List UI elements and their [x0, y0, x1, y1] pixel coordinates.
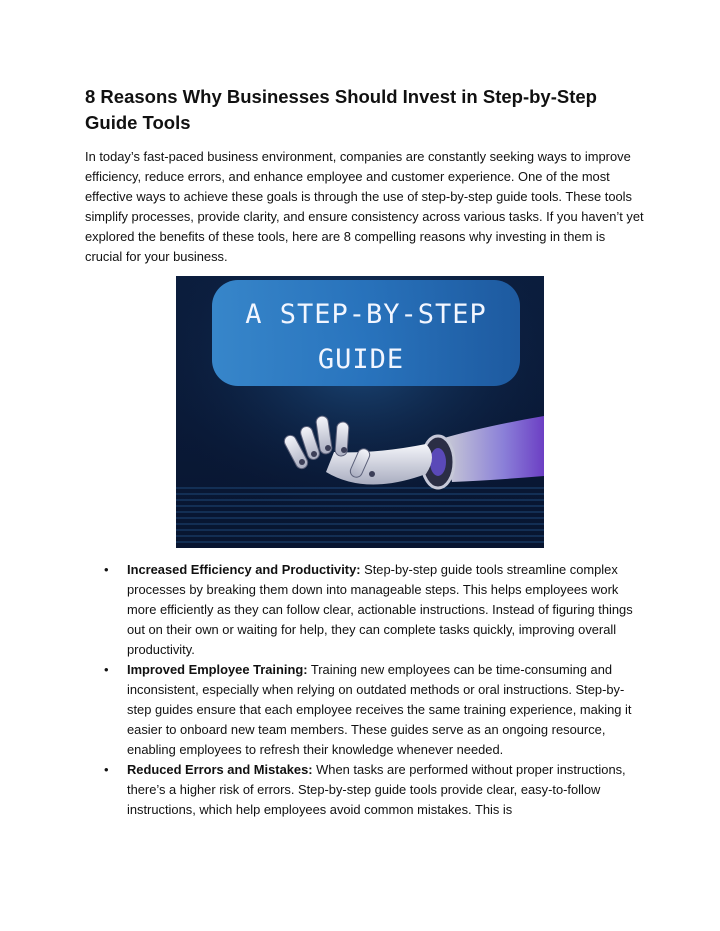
reason-heading: Increased Efficiency and Productivity: — [127, 562, 361, 577]
reason-heading: Reduced Errors and Mistakes: — [127, 762, 313, 777]
hero-title-line2: GUIDE — [317, 344, 405, 375]
list-item — [85, 660, 645, 760]
bullet-icon: • — [104, 562, 109, 577]
robot-hand-illustration — [176, 276, 544, 548]
reason-text: Training new employees can be time-consuming and inconsistent, especially when relying on outdated methods or oral instructions. Step-by-step guides ensure that each employee receives the same training experience, making it easier to onboard new team members. These guides serve as an ongoing resource, enabling employees to refresh their knowledge whenever needed. — [127, 662, 632, 757]
reason-heading: Improved Employee Training: — [127, 662, 308, 677]
hero-title-line1: A STEP-BY-STEP — [245, 299, 487, 330]
hero-image — [176, 276, 544, 548]
bullet-icon: • — [104, 662, 109, 677]
article-title: 8 Reasons Why Businesses Should Invest in Step-by-Step Guide Tools — [85, 86, 597, 133]
reason-text: When tasks are performed without proper instructions, there’s a higher risk of errors. Step-by-step guide tools provide clear, easy-to-follow instructions, which help employees avoid common mistakes. This is — [127, 762, 626, 817]
list-item — [85, 760, 645, 820]
reasons-list — [85, 560, 645, 820]
bullet-icon: • — [104, 762, 109, 777]
list-item — [85, 560, 645, 660]
intro-paragraph: In today’s fast-paced business environment, companies are constantly seeking ways to improve efficiency, reduce errors, and enhance employee and customer experience. One of the most effective ways to achieve these goals is through the use of step-by-step guide tools. These tools simplify processes, provide clarity, and ensure consistency across various tasks. If you haven’t yet explored the benefits of these tools, here are 8 compelling reasons why investing in them is crucial for your business. — [85, 149, 644, 264]
reason-text: Step-by-step guide tools streamline complex processes by breaking them down into manageable steps. This helps employees work more efficiently as they can follow clear, actionable instructions. Instead of figuring things out on their own or waiting for help, they can complete tasks quickly, improving overall productivity. — [127, 562, 633, 657]
